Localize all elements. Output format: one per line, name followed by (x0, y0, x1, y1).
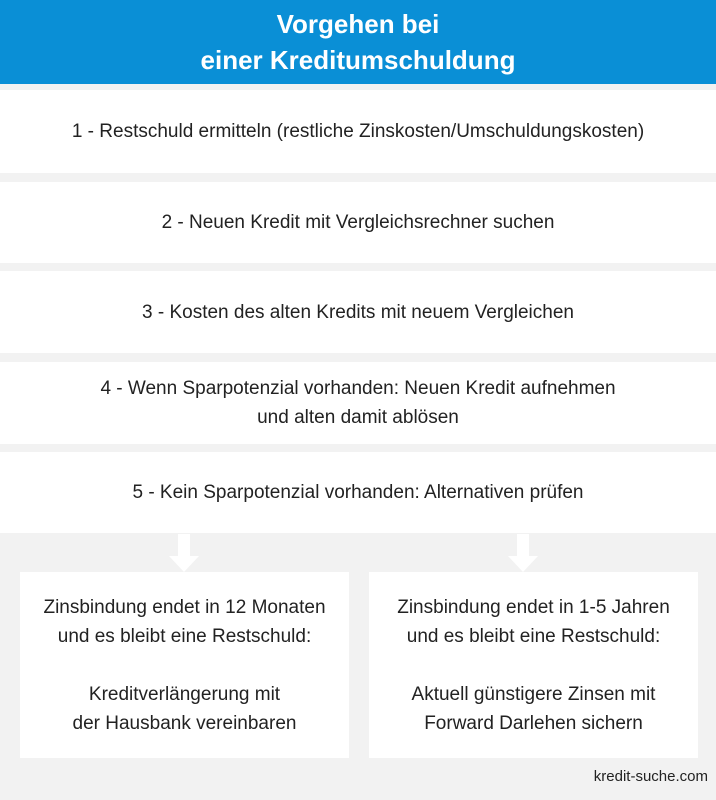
arrow-down-icon (508, 534, 538, 572)
step-2-box (0, 182, 716, 263)
option-left-condition-2: und es bleibt eine Restschuld: (57, 625, 312, 647)
option-left-action-2: der Hausbank vereinbaren (72, 712, 297, 734)
arrow-down-icon (169, 534, 199, 572)
title-line-1: Vorgehen bei (276, 9, 440, 39)
step-4-text-line-1: 4 - Wenn Sparpotenzial vorhanden: Neuen Kredit aufnehmen (100, 378, 616, 399)
option-right-condition-1: Zinsbindung endet in 1-5 Jahren (397, 596, 670, 618)
option-right-condition-2: und es bleibt eine Restschuld: (406, 625, 661, 647)
title-banner (0, 0, 716, 84)
title-line-2: einer Kreditumschuldung (200, 45, 516, 75)
step-5-box (0, 452, 716, 533)
option-right-action-2: Forward Darlehen sichern (424, 712, 643, 734)
step-1-text: 1 - Restschuld ermitteln (restliche Zinskosten/Umschuldungskosten) (71, 121, 645, 142)
option-left-condition-1: Zinsbindung endet in 12 Monaten (43, 596, 326, 618)
step-3-text: 3 - Kosten des alten Kredits mit neuem Vergleichen (142, 301, 574, 323)
step-2-text: 2 - Neuen Kredit mit Vergleichsrechner suchen (161, 212, 555, 233)
option-right-action-1: Aktuell günstigere Zinsen mit (411, 683, 656, 705)
step-1-box (0, 90, 716, 173)
option-right-box (369, 572, 698, 758)
step-5-text: 5 - Kein Sparpotenzial vorhanden: Alternativen prüfen (132, 482, 584, 503)
source-label: kredit-suche.com (593, 768, 708, 785)
step-4-box (0, 362, 716, 444)
step-4-text-line-2: und alten damit ablösen (257, 407, 459, 428)
option-left-action-1: Kreditverlängerung mit (88, 683, 281, 705)
option-left-box (20, 572, 349, 758)
step-3-box (0, 271, 716, 353)
